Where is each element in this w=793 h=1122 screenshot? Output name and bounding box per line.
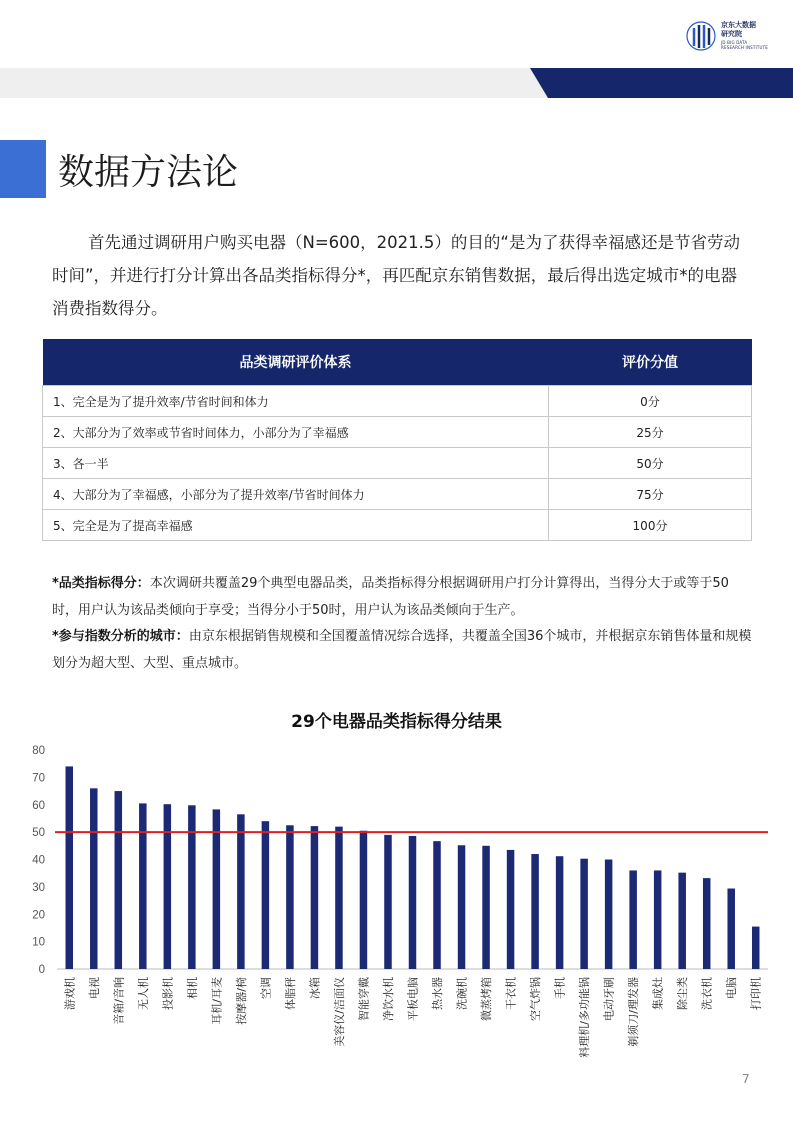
title-accent-block (0, 140, 46, 198)
table-cell-option: 1、完全是为了提升效率/节省时间和体力 (43, 386, 549, 417)
bar (164, 804, 172, 969)
x-tick-label: 冰箱 (308, 977, 322, 999)
x-tick-label: 游戏机 (63, 977, 77, 1010)
bar (580, 859, 588, 969)
table-cell-score: 50分 (549, 448, 752, 479)
x-tick-label: 无人机 (136, 977, 150, 1010)
logo-line3: JD BIG DATA (721, 40, 748, 45)
table-cell-option: 3、各一半 (43, 448, 549, 479)
bar (139, 803, 147, 969)
header-banner (0, 68, 793, 98)
footnote-text: 本次调研共覆盖29个典型电器品类，品类指标得分根据调研用户打分计算得出，当得分大于或等于50时，用户认为该品类倾向于享受；当得分小于50时，用户认为该品类倾向于生产。 (52, 576, 729, 618)
x-tick-label: 耳机/耳麦 (210, 977, 224, 1025)
bar (335, 827, 343, 969)
bar (531, 854, 539, 969)
x-tick-label: 微蒸烤箱 (480, 977, 494, 1021)
bar (262, 821, 270, 969)
x-tick-label: 电视 (87, 977, 101, 999)
table-header-system: 品类调研评价体系 (43, 339, 549, 386)
x-tick-label: 洗衣机 (700, 977, 714, 1010)
x-tick-label: 音箱/音响 (112, 977, 126, 1025)
table-cell-score: 0分 (549, 386, 752, 417)
bar (115, 791, 123, 969)
y-tick-label: 40 (32, 854, 45, 867)
intro-paragraph: 首先通过调研用户购买电器（N=600，2021.5）的目的“是为了获得幸福感还是节省劳动时间”，并进行打分计算出各品类指标得分*，再匹配京东销售数据，最后得出选定城市*的电器消费指数得分。 (52, 233, 740, 318)
x-tick-label: 洗碗机 (455, 977, 469, 1010)
bar (360, 831, 368, 969)
x-tick-label: 电动牙刷 (602, 977, 616, 1021)
x-tick-label: 料理机/多功能锅 (578, 977, 592, 1058)
bar (678, 873, 686, 969)
table-header-row (43, 339, 752, 386)
y-tick-label: 10 (32, 936, 45, 949)
footnote-term: *品类指标得分： (52, 576, 150, 591)
table-cell-option: 2、大部分为了效率或节省时间体力，小部分为了幸福感 (43, 417, 549, 448)
bar (286, 825, 294, 969)
bar (654, 870, 662, 969)
footnote-category-score (52, 571, 752, 624)
x-tick-label: 投影机 (161, 977, 175, 1010)
y-tick-label: 30 (32, 881, 45, 894)
table-cell-option: 5、完全是为了提高幸福感 (43, 510, 549, 541)
footnote-text: 由京东根据销售规模和全国覆盖情况综合选择，共覆盖全国36个城市，并根据京东销售体量和规模划分为超大型、大型、重点城市。 (52, 629, 752, 671)
evaluation-table (42, 339, 752, 541)
x-tick-label: 净饮水机 (381, 977, 395, 1021)
x-tick-label: 空气炸锅 (529, 977, 543, 1021)
bar (66, 766, 74, 969)
footnote-cities (52, 624, 752, 677)
table-cell-option: 4、大部分为了幸福感，小部分为了提升效率/节省时间体力 (43, 479, 549, 510)
x-tick-label: 除尘类 (676, 977, 690, 1010)
x-tick-label: 剃须刀/理发器 (627, 977, 641, 1047)
logo-mark-icon (686, 20, 716, 52)
bar (752, 927, 760, 969)
x-tick-label: 智能穿戴 (357, 977, 371, 1021)
footnote-term: *参与指数分析的城市： (52, 629, 189, 644)
x-tick-label: 空调 (259, 977, 273, 999)
y-tick-label: 0 (38, 964, 45, 976)
x-tick-label: 按摩器/椅 (234, 977, 248, 1025)
logo-line4: RESEARCH INSTITUTE (721, 45, 769, 50)
bar (605, 860, 613, 970)
bar (188, 805, 196, 969)
bar (311, 826, 319, 969)
table-row (43, 448, 752, 479)
x-tick-label: 体脂秤 (283, 977, 297, 1010)
bar (458, 845, 466, 969)
table-row (43, 417, 752, 448)
bar (213, 809, 221, 969)
bar (237, 814, 245, 969)
jd-big-data-logo (686, 20, 776, 52)
bar (482, 846, 490, 969)
logo-line2: 研究院 (721, 30, 742, 38)
bar (409, 836, 417, 969)
y-tick-label: 70 (32, 772, 45, 785)
page-number: 7 (742, 1072, 750, 1086)
y-tick-label: 20 (32, 909, 45, 922)
x-tick-label: 热水器 (431, 977, 445, 1010)
logo-text-en (721, 40, 768, 50)
y-tick-label: 60 (32, 799, 45, 812)
page-title: 数据方法论 (58, 152, 239, 193)
logo-line1: 京东大数据 (721, 21, 756, 29)
bar (556, 856, 564, 969)
bar (433, 841, 441, 969)
bar-chart (0, 735, 793, 1065)
x-tick-label: 打印机 (749, 977, 763, 1010)
x-tick-label: 干衣机 (504, 977, 518, 1010)
table-header-score: 评价分值 (549, 339, 752, 386)
table-cell-score: 25分 (549, 417, 752, 448)
logo-text-cn (721, 21, 756, 39)
footnotes (52, 571, 752, 677)
bar (384, 835, 392, 969)
table-row (43, 510, 752, 541)
table-cell-score: 75分 (549, 479, 752, 510)
bar (727, 889, 735, 969)
bar (629, 870, 637, 969)
y-tick-label: 80 (32, 745, 45, 757)
x-tick-label: 电脑 (725, 977, 739, 999)
x-tick-label: 平板电脑 (406, 977, 420, 1021)
table-row (43, 479, 752, 510)
chart-title: 29个电器品类指标得分结果 (291, 712, 502, 732)
x-tick-label: 集成灶 (651, 977, 665, 1010)
table-cell-score: 100分 (549, 510, 752, 541)
x-tick-label: 美容仪/洁面仪 (332, 977, 346, 1047)
x-tick-label: 手机 (553, 977, 567, 999)
bar (507, 850, 515, 969)
bar (90, 788, 98, 969)
x-tick-label: 相机 (185, 977, 199, 999)
y-tick-label: 50 (32, 827, 45, 840)
bar (703, 878, 711, 969)
table-row (43, 386, 752, 417)
